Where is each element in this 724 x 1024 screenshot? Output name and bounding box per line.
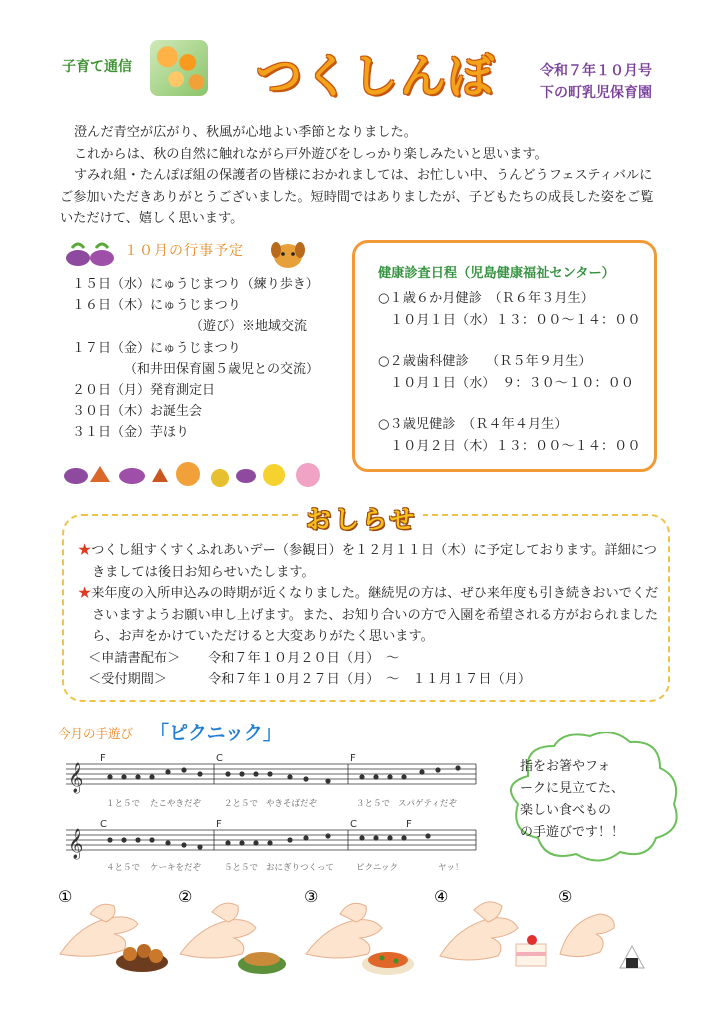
play-title: 「ピクニック」 [150,722,282,744]
sweet-potato-icon [62,238,122,272]
chord-label: C [216,753,223,764]
play-label: 今月の手遊び [58,726,134,741]
chord-label: F [100,753,106,764]
event-item-detail: （遊び）※地域交流 [190,319,308,335]
notice-item: ★来年度の入所申込みの時期が近くなりました。継続児の方は、ぜひ来年度も引き続きおいでくださいますようお願い申し上げます。また、お知り合いの方で入園を希望される方がおられましたら、お声をかけていただけると大変ありがたく思います。 [78,586,659,644]
checkup-time: １０月１日（水）１３：００～１４：００ [390,312,641,328]
checkup-name: ○３歳児健診 （Ｒ４年４月生） [378,417,568,432]
lyric: １と５で [106,799,141,809]
step-number: ① [58,887,73,906]
cloud-line: 楽しい食べもの [520,803,612,818]
cake-illustration [516,935,546,966]
yakisoba-illustration [238,952,286,974]
hand-play-description [520,756,670,844]
checkup-time: １０月１日（水） ９：３０～１０：００ [390,375,634,391]
autumn-characters-decoration [60,456,340,492]
health-checkup-list [378,288,641,457]
hand-play-steps [50,884,670,984]
cloud-line: の手遊びです！！ [520,825,625,840]
chord-label: C [100,819,107,830]
event-item-detail: （和井田保育園５歳児との交流） [124,361,320,377]
lyric: たこやきだぞ [150,799,202,809]
lyric: おにぎりつくって [266,863,334,873]
lyric: ３と５で [356,799,391,809]
spaghetti-illustration [362,952,414,975]
newsletter-subtitle: 子育て通信 [62,59,132,75]
intro-line: 澄んだ青空が広がり、秋風が心地よい季節となりました。 [74,125,417,140]
lyric: スパゲティだぞ [398,799,457,809]
application-dates [88,648,668,691]
chord-label: C [350,819,357,830]
event-item: ２０日（月）発育測定日 [72,383,216,399]
issue-info [540,60,652,104]
lyric: ヤッ！ [438,863,464,873]
lyric: ２と５で [224,799,259,809]
event-item: １５日（水）にゅうじまつり（練り歩き） [72,277,319,292]
osmanthus-flower-photo [150,40,208,96]
event-item: １６日（木）にゅうじまつり [72,298,241,314]
onigiri-illustration [620,946,644,968]
publisher-name: 下の町乳児保育園 [540,85,652,101]
cloud-line: ークに見立てた、 [520,781,625,796]
date-label: ＜申請書配布＞ [88,650,181,666]
events-title: １０月の行事予定 [124,243,244,259]
music-score [66,752,486,882]
checkup-time: １０月２日（木）１３：００～１４：００ [390,438,641,454]
event-item: ３０日（木）お誕生会 [72,404,203,420]
health-checkup-title: 健康診査日程（児島健康福祉センター） [378,266,615,281]
lyric: ピクニック [356,863,398,873]
event-item: １７日（金）にゅうじまつり [72,340,241,356]
notice-list [78,540,668,691]
step-number: ④ [434,887,449,906]
notice-item: ★つくし組すくすくふれあいデー（参観日）を１２月１１日（木）に予定しております。詳細につきましては後日お知らせいたします。 [78,543,657,580]
lyric: やきそばだぞ [266,799,318,809]
intro-line: ご参加いただきありがとうございました。短時間ではありましたが、子どもたちの成長した姿をご覧 [60,189,654,205]
star-icon: ★ [78,543,92,558]
intro-line: これからは、秋の自然に触れながら戸外遊びをしっかり楽しみたいと思います。 [74,146,548,162]
events-list [72,274,319,444]
chord-label: F [406,819,412,830]
issue-date: 令和７年１０月号 [540,63,652,79]
step-number: ② [178,887,193,906]
svg-text:𝄞: 𝄞 [68,829,84,859]
intro-line: すみれ組・たんぽぽ組の保護者の皆様におかれましては、お忙しい中、うんどうフェスティバルに [74,168,653,183]
newsletter-title: つくしんぼ [256,49,496,103]
svg-text:𝄞: 𝄞 [68,763,84,793]
checkup-name: ○２歳歯科健診 （Ｒ５年９月生） [378,354,592,369]
date-label: ＜受付期間＞ [88,672,168,687]
chord-label: F [216,819,222,830]
lyric: ５と５で [224,863,259,873]
date-value: 令和７年１０月２７日（月） ～ １１月１７日（月） [208,672,532,687]
notice-title: おしらせ [300,500,423,536]
date-value: 令和７年１０月２０日（月） ～ [208,650,400,666]
puppy-icon [266,236,312,272]
intro-paragraph [60,122,670,230]
intro-line: いただけて、嬉しく思います。 [60,211,244,226]
step-number: ⑤ [558,887,573,906]
checkup-name: ○１歳６か月健診 （Ｒ６年３月生） [378,291,594,306]
step-number: ③ [304,887,319,906]
star-icon: ★ [78,586,92,601]
lyric: ４と５で [106,863,141,873]
event-item: ３１日（金）芋ほり [72,425,190,441]
lyric: ケーキをだぞ [150,863,202,873]
cloud-line: 指をお箸やフォ [520,759,611,774]
chord-label: F [350,753,356,764]
